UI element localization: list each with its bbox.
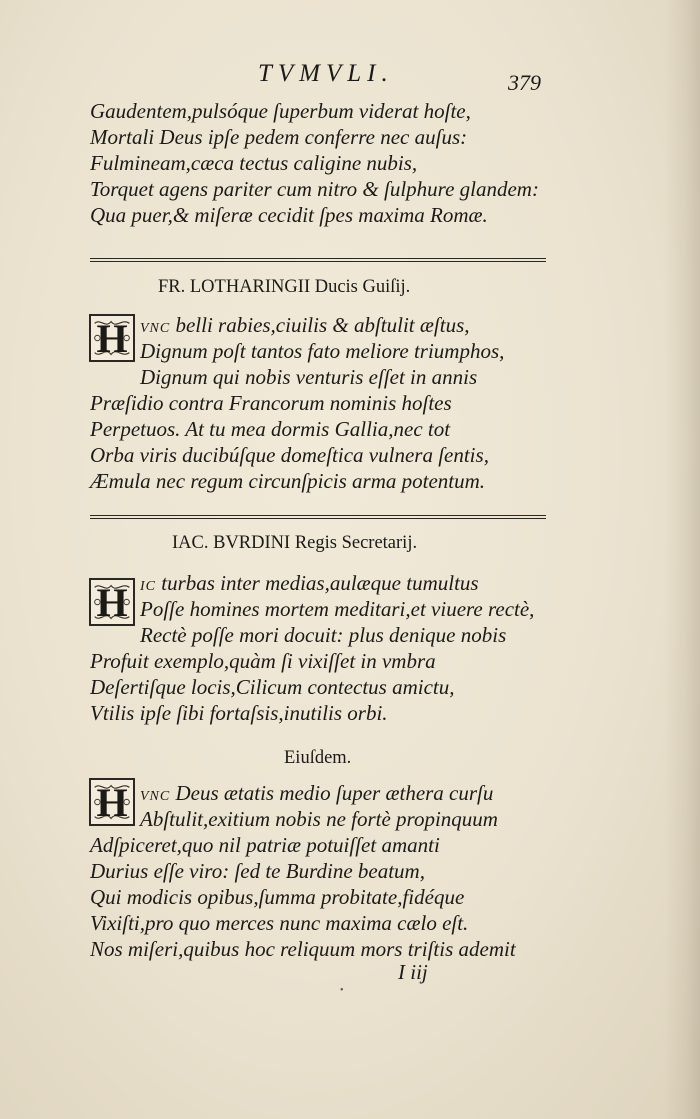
verse-line: Nos miſeri,quibus hoc reliquum mors triſtis ademit [90, 937, 516, 961]
verse-line: Abſtulit,exitium nobis ne fortè propinquum [140, 807, 498, 831]
verse-line: Gaudentem,pulsóque ſuperbum viderat hoſte, [90, 99, 471, 123]
running-title: TVMVLI. [258, 60, 394, 87]
verse-line: Deſertiſque locis,Cilicum contectus amictu, [90, 675, 455, 699]
verse-line: Adſpiceret,quo nil patriæ potuiſſet amanti [90, 833, 440, 857]
verse-line: Præſidio contra Francorum nominis hoſtes [90, 391, 452, 415]
verse-line: Qua puer,& miſeræ cecidit ſpes maxima Romæ. [90, 203, 488, 227]
verse-line: Vtilis ipſe ſibi fortaſsis,inutilis orbi. [90, 701, 388, 725]
initial-letter: H [96, 779, 128, 825]
verse-line: Durius eſſe viro: ſed te Burdine beatum, [90, 859, 425, 883]
verse-line: Qui modicis opibus,ſumma probitate,fidéque [90, 885, 465, 909]
verse-line: Rectè poſſe mori docuit: plus denique nobis [140, 623, 507, 647]
verse-line: Dignum qui nobis venturis eſſet in annis [140, 365, 478, 389]
verse-line: Torquet agens pariter cum nitro & ſulphure glandem: [90, 177, 539, 201]
verse-line: Vixiſti,pro quo merces nunc maxima cælo eſt. [90, 911, 469, 935]
verse-line-first: VNC belli rabies,ciuilis & abſtulit æſtus, [140, 313, 470, 337]
verse-line: Orba viris ducibúſque domeſtica vulnera ſentis, [90, 443, 489, 467]
section-rule [90, 515, 546, 516]
poem-heading: Eiuſdem. [284, 748, 352, 768]
verse-line-first: VNC Deus ætatis medio ſuper æthera curſu [140, 781, 494, 805]
paper-speck: • [340, 985, 344, 996]
verse-line: Fulmineam,cæca tectus caligine nubis, [90, 151, 418, 175]
poem-heading: FR. LOTHARINGII Ducis Guiſij. [158, 277, 411, 297]
ornamental-initial [89, 578, 135, 626]
verse-line: Perpetuos. At tu mea dormis Gallia,nec tot [90, 417, 451, 441]
initial-letter: H [96, 579, 128, 625]
ornamental-initial [89, 314, 135, 362]
verse-line: Mortali Deus ipſe pedem conferre nec auſus: [90, 125, 468, 149]
initial-letter: H [96, 315, 128, 361]
section-rule [90, 258, 546, 259]
verse-line: Æmula nec regum circunſpicis arma potentum. [90, 469, 486, 493]
verse-line: Poſſe homines mortem meditari,et viuere rectè, [140, 597, 535, 621]
page-number: 379 [508, 70, 541, 95]
verse-line-first: IC turbas inter medias,aulæque tumultus [140, 571, 479, 595]
poem-heading: IAC. BVRDINI Regis Secretarij. [172, 533, 418, 553]
verse-line: Dignum poſt tantos fato meliore triumphos, [140, 339, 505, 363]
ornamental-initial [89, 778, 135, 826]
page-gutter-shadow [664, 0, 700, 1119]
signature-mark: I iij [398, 960, 428, 984]
verse-line: Profuit exemplo,quàm ſi vixiſſet in vmbra [90, 649, 436, 673]
